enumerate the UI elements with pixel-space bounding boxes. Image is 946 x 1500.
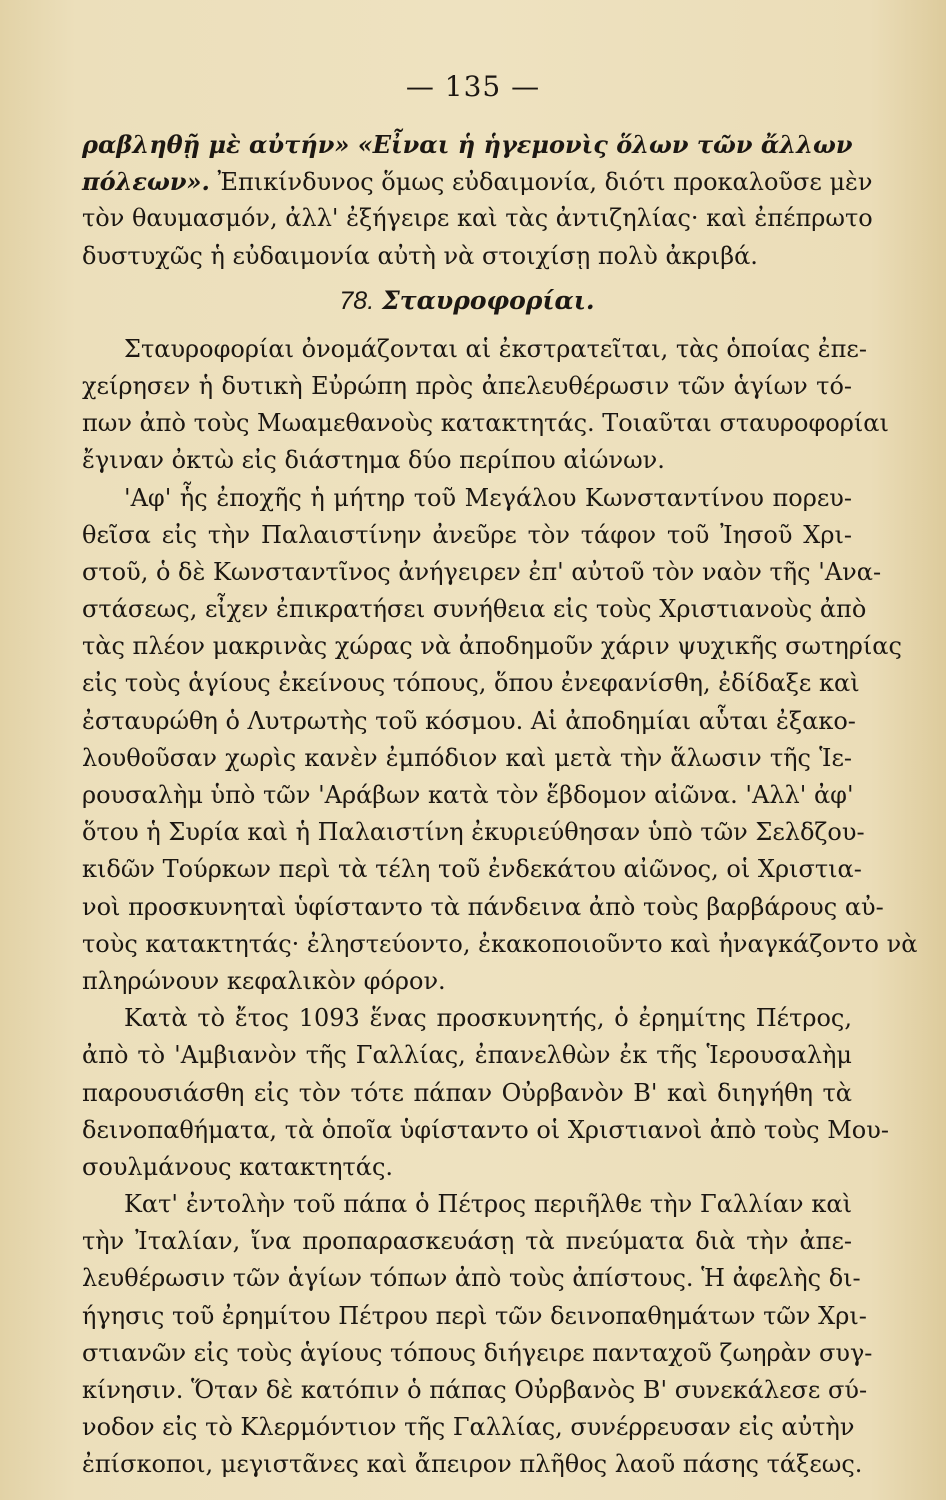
page-number: — 135 — [405, 70, 541, 103]
paragraph-line: λουθοῦσαν χωρὶς κανὲν ἐμπόδιον καὶ μετὰ τὴν ἅλωσιν τῆς Ἱε- [82, 743, 852, 772]
paragraph-1 [82, 331, 889, 480]
paragraph-line: στοῦ, ὁ δὲ Κωνσταντῖνος ἀνήγειρεν ἐπ' αὐτοῦ τὸν ναὸν τῆς 'Ανα- [82, 557, 882, 586]
paragraph-line: 'Αφ' ἧς ἐποχῆς ἡ μήτηρ τοῦ Μεγάλου Κωνσταντίνου πορευ- [124, 483, 852, 512]
paragraph-line: νοδον εἰς τὸ Κλερμόντιον τῆς Γαλλίας, συνέρρευσαν εἰς αὐτὴν [82, 1413, 855, 1442]
paragraph-line: χείρησεν ἡ δυτικὴ Εὐρώπη πρὸς ἀπελευθέρωσιν τῶν ἁγίων τό- [82, 371, 852, 400]
paragraph-line: κιδῶν Τούρκων περὶ τὰ τέλη τοῦ ἐνδεκάτου αἰῶνος, οἱ Χριστια- [82, 855, 862, 884]
paragraph-line: ρουσαλὴμ ὑπὸ τῶν 'Αράβων κατὰ τὸν ἕβδομον αἰῶνα. 'Αλλ' ἀφ' [82, 781, 854, 809]
intro-quote: ραβληθῇ μὲ αὐτήν» «Εἶναι ἡ ἡγεμονὶς ὅλων τῶν ἄλλων [82, 130, 853, 159]
section-heading [82, 279, 852, 323]
paragraph-line: εἰς τοὺς ἁγίους ἐκείνους τόπους, ὅπου ἐνεφανίσθη, ἐδίδαξε καὶ [82, 669, 860, 698]
paragraph-line: ἀπὸ τὸ 'Αμβιανὸν τῆς Γαλλίας, ἐπανελθὼν ἐκ τῆς Ἱερουσαλὴμ [82, 1041, 852, 1070]
body-text [82, 126, 918, 1484]
paragraph-4 [82, 1186, 873, 1484]
paragraph-line: Κατ' ἐντολὴν τοῦ πάπα ὁ Πέτρος περιῆλθε τὴν Γαλλίαν καὶ [124, 1190, 852, 1219]
paragraph-line: ἔγιναν ὀκτὼ εἰς διάστημα δύο περίπου αἰώνων. [82, 446, 665, 475]
paragraph-line: παρουσιάσθη εἰς τὸν τότε πάπαν Οὐρβανὸν Β' καὶ διηγήθη τὰ [82, 1078, 852, 1107]
paragraph-line: τὰς πλέον μακρινὰς χώρας νὰ ἀποδημοῦν χάριν ψυχικῆς σωτηρίας [82, 632, 902, 661]
paragraph-line: τοὺς κατακτητάς· ἐληστεύοντο, ἐκακοποιοῦντο καὶ ἠναγκάζοντο νὰ [82, 929, 918, 958]
intro-line-3: τὸν θαυμασμόν, ἀλλ' ἐξήγειρε καὶ τὰς ἀντιζηλίας· καὶ ἐπέπρωτο [82, 204, 873, 233]
section-title: Σταυροφορίαι. [382, 285, 595, 315]
paragraph-line: στιανῶν εἰς τοὺς ἁγίους τόπους διήγειρε πανταχοῦ ζωηρὰν συγ- [82, 1338, 873, 1367]
paragraph-line: Κατὰ τὸ ἔτος 1093 ἕνας προσκυνητής, ὁ ἐρημίτης Πέτρος, [124, 1004, 852, 1033]
paragraph-line: θεῖσα εἰς τὴν Παλαιστίνην ἀνεῦρε τὸν τάφον τοῦ Ἰησοῦ Χρι- [82, 520, 852, 549]
intro-line-2-text: Ἐπικίνδυνος ὅμως εὐδαιμονία, διότι προκαλοῦσε μὲν [209, 168, 873, 197]
paragraph-line: πληρώνουν κεφαλικὸν φόρον. [82, 966, 446, 995]
paragraph-2 [82, 480, 918, 1001]
paragraph-line: ήγησις τοῦ ἐρημίτου Πέτρου περὶ τῶν δεινοπαθημάτων τῶν Χρι- [82, 1301, 867, 1330]
paragraph-line: τὴν Ἰταλίαν, ἵνα προπαρασκευάσῃ τὰ πνεύματα διὰ τὴν ἀπε- [82, 1227, 852, 1256]
intro-line-4: δυστυχῶς ἡ εὐδαιμονία αὐτὴ νὰ στοιχίσῃ πολὺ ἀκριβά. [82, 241, 758, 270]
intro-line-2 [82, 163, 873, 200]
paragraph-line: στάσεως, εἶχεν ἐπικρατήσει συνήθεια εἰς τοὺς Χριστιανοὺς ἀπὸ [82, 595, 867, 624]
paragraph-line: πων ἀπὸ τοὺς Μωαμεθανοὺς κατακτητάς. Τοιαῦται σταυροφορίαι [82, 409, 889, 438]
paragraph-line: ἐπίσκοποι, μεγιστᾶνες καὶ ἄπειρον πλῆθος λαοῦ πάσης τάξεως. [82, 1450, 863, 1479]
paragraph-line: κίνησιν. Ὅταν δὲ κατόπιν ὁ πάπας Οὐρβανὸς Β' συνεκάλεσε σύ- [82, 1376, 868, 1404]
paragraph-3 [82, 1000, 889, 1186]
section-number: 78. [339, 286, 375, 315]
paragraph-line: σουλμάνους κατακτητάς. [82, 1152, 394, 1181]
paragraph-line: νοὶ προσκυνηταὶ ὑφίσταντο τὰ πάνδεινα ἀπὸ τοὺς βαρβάρους αὐ- [82, 892, 884, 921]
paragraph-line: ὅτου ἡ Συρία καὶ ἡ Παλαιστίνη ἐκυριεύθησαν ὑπὸ τῶν Σελδζου- [82, 818, 865, 847]
intro-line-1 [82, 126, 852, 163]
paragraph-line: Σταυροφορίαι ὀνομάζονται αἱ ἐκστρατεῖται, τὰς ὁποίας ἐπε- [124, 334, 867, 363]
paragraph-line: ἐσταυρώθη ὁ Λυτρωτὴς τοῦ κόσμου. Αἱ ἀποδημίαι αὗται ἐξακο- [82, 706, 856, 735]
paragraph-line: δεινοπαθήματα, τὰ ὁποῖα ὑφίσταντο οἱ Χριστιανοὶ ἀπὸ τοὺς Μου- [82, 1115, 889, 1144]
intro-quote-end: πόλεων». [82, 167, 210, 197]
paragraph-line: λευθέρωσιν τῶν ἁγίων τόπων ἀπὸ τοὺς ἀπίστους. Ἡ ἀφελὴς δι- [82, 1264, 861, 1293]
